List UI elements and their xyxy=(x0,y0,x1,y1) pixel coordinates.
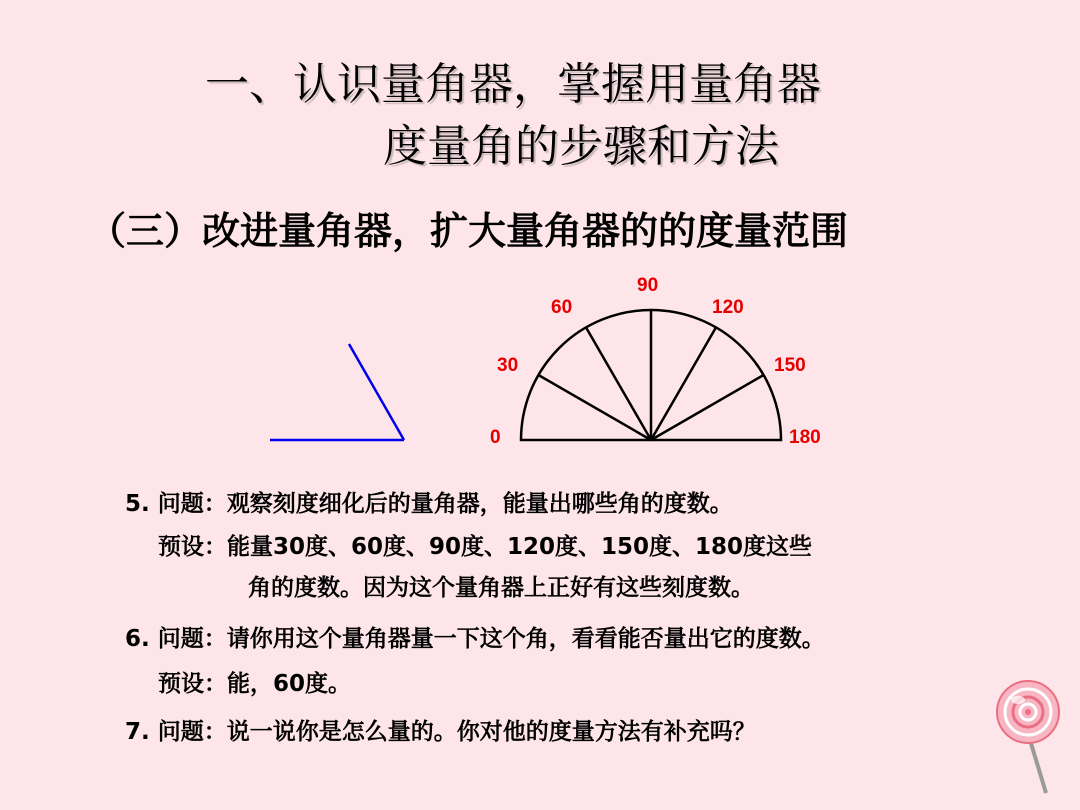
q6-label: 问题： xyxy=(157,626,227,652)
protractor xyxy=(490,275,821,448)
a6-label: 预设： xyxy=(158,671,227,697)
answer-5-line-2: 角的度数。因为这个量角器上正好有这些刻度数。 xyxy=(248,575,754,601)
a6-text: 能，60度。 xyxy=(227,671,352,697)
angle-ray-slant xyxy=(349,344,404,440)
answer-6 xyxy=(158,665,351,698)
question-7 xyxy=(125,713,756,746)
q7-number: 7. xyxy=(125,719,150,745)
title-line-2: 度量角的步骤和方法 xyxy=(383,121,779,172)
question-5 xyxy=(125,485,733,518)
protractor-spoke-150 xyxy=(651,375,764,440)
q5-number: 5. xyxy=(125,491,150,517)
a5-label: 预设： xyxy=(158,534,227,560)
protractor-label-60: 60 xyxy=(551,297,573,318)
lollipop-icon xyxy=(997,681,1059,793)
a5-text-1: 能量30度、60度、90度、120度、150度、180度这些 xyxy=(227,534,813,560)
protractor-spoke-60 xyxy=(586,327,651,440)
q5-label: 问题： xyxy=(157,491,227,517)
q7-label: 问题： xyxy=(157,719,227,745)
protractor-spoke-30 xyxy=(538,375,651,440)
q6-text: 请你用这个量角器量一下这个角，看看能否量出它的度数。 xyxy=(226,626,825,652)
angle-figure xyxy=(270,344,404,440)
q7-text: 说一说你是怎么量的。你对他的度量方法有补充吗？ xyxy=(226,719,756,745)
protractor-label-120: 120 xyxy=(712,297,744,318)
q6-number: 6. xyxy=(125,626,150,652)
protractor-label-150: 150 xyxy=(774,355,806,376)
protractor-label-30: 30 xyxy=(497,355,519,376)
q5-text: 观察刻度细化后的量角器，能量出哪些角的度数。 xyxy=(226,491,733,517)
protractor-label-180: 180 xyxy=(789,427,821,448)
protractor-label-0: 0 xyxy=(490,427,501,448)
title-line-1: 一、认识量角器，掌握用量角器 xyxy=(205,59,821,110)
subtitle: （三）改进量角器，扩大量角器的的度量范围 xyxy=(88,209,849,253)
protractor-label-90: 90 xyxy=(637,275,659,296)
question-6 xyxy=(125,620,825,653)
protractor-spoke-120 xyxy=(651,327,716,440)
answer-5-line-1 xyxy=(158,528,812,561)
